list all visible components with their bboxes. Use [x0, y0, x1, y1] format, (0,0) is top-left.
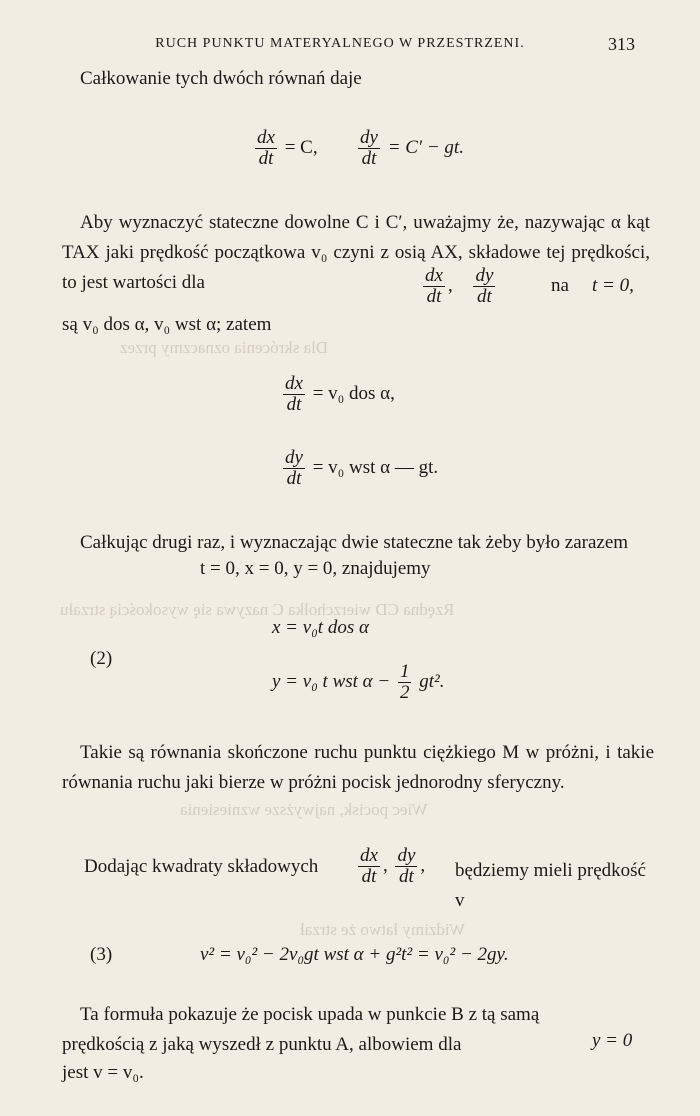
bleed-through-text: Rzędna CD wierzchołka C nazywa się wysokością strzału [60, 600, 455, 619]
paragraph: jest v = v₀. [62, 1062, 144, 1083]
paragraph: Aby wyznaczyć stateczne dowolne C i C′, uważajmy że, nazywając α kąt TAX jaki prędkość początkowa v₀ czyni z osią AX, składowe tej prędkości, to jest wartości dla [62, 212, 650, 293]
paragraph: Takie są równania skończone ruchu punktu ciężkiego M w próżni, i takie równania ruchu jaki bierze w próżni pocisk jednorodny sferyczny. [62, 742, 654, 793]
paragraph: Dodając kwadraty składowych [84, 856, 319, 877]
bleed-through-text: Widzimy łatwo że strzał [300, 920, 466, 939]
paragraph: t = 0, [592, 275, 634, 296]
paragraph: Ta formuła pokazuje że pocisk upada w punkcie B z tą samą prędkością z jaką wyszedł z punktu A, albowiem dla [62, 1004, 540, 1055]
page-number: 313 [608, 34, 635, 54]
paragraph: będziemy mieli prędkość v [455, 860, 646, 911]
equation: v² = v₀² − 2v₀gt wst α + g²t² = v₀² − 2gy. [200, 944, 509, 965]
paragraph: y = 0 [592, 1030, 633, 1051]
equation: x = v₀t dos α [272, 617, 369, 638]
equation: $\frac{dy}{dt}$ = C′ − gt. [360, 127, 464, 169]
bleed-through-text: Dla skrócenia oznaczmy przez [120, 338, 329, 357]
equation-number: (3) [90, 944, 113, 965]
paragraph: t = 0, x = 0, y = 0, znajdujemy [200, 558, 431, 579]
running-header: RUCH PUNKTU MATERYALNEGO W PRZESTRZENI. [155, 36, 525, 51]
equation: $\frac{dx}{dt}$ = C, [257, 127, 318, 169]
equation: y = v₀ t wst α − $\frac{1}{2}$ gt². [272, 661, 445, 703]
paragraph: są v₀ dos α, v₀ wst α; zatem [62, 314, 272, 335]
inline-fractions: $\frac{dx}{dt}$ , $\frac{dy}{dt}$ [425, 265, 494, 307]
bleed-through-text: Wiec pocisk, najwyższe wzniesienia [180, 800, 428, 819]
equation: $\frac{dx}{dt}$ = v₀ dos α, [285, 373, 395, 415]
equation-number: (2) [90, 648, 113, 669]
equation: $\frac{dy}{dt}$ = v₀ wst α — gt. [285, 447, 439, 489]
paragraph: na [551, 275, 569, 296]
inline-fractions: $\frac{dx}{dt}$ , $\frac{dy}{dt}$ , [360, 845, 426, 887]
paragraph: Całkując drugi raz, i wyznaczając dwie stateczne tak żeby było zarazem [80, 532, 629, 553]
paragraph: Całkowanie tych dwóch równań daje [80, 68, 362, 89]
